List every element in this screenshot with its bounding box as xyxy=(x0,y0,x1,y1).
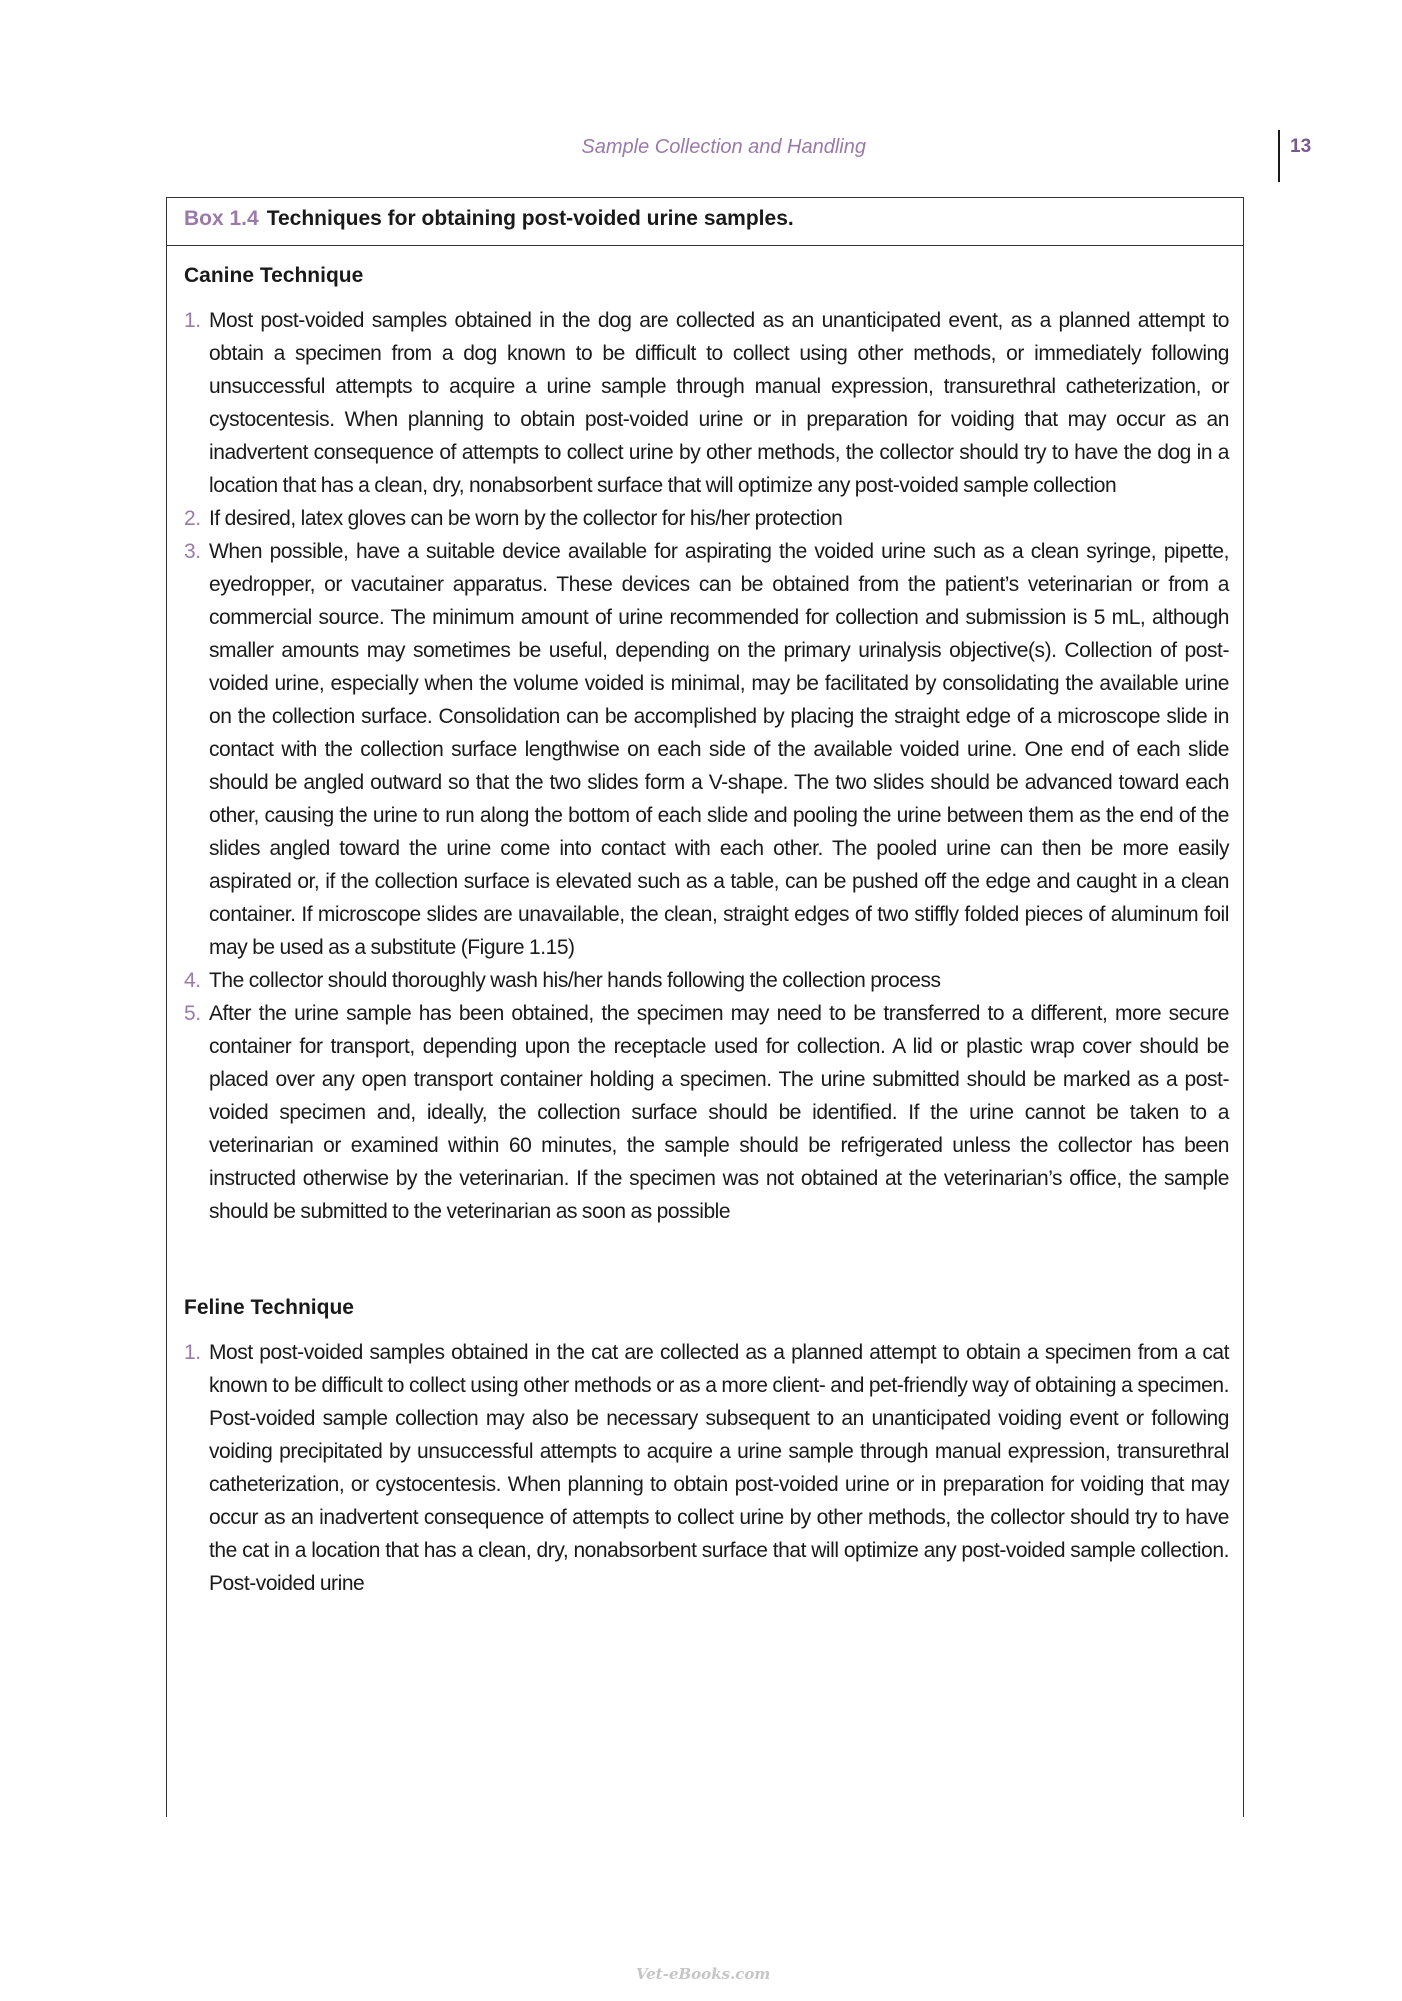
step-number: 2. xyxy=(184,507,201,530)
step-number: 4. xyxy=(184,969,201,992)
box-title: Techniques for obtaining post-voided urine samples. xyxy=(266,207,794,230)
step-text: Most post-voided samples obtained in the cat are collected as a planned attempt to obtain a specimen from a cat known to be difficult to collect using other methods or as a more client- and pet-friendly way of obtaining a specimen. Post-voided sample collection may also be necessary subsequent to an unanticipated voiding event or following voiding precipitated by unsuccessful attempts to acquire a urine sample through manual expression, transurethral catheterization, or cystocentesis. When planning to obtain post-voided urine or in preparation for voiding that may occur as an inadvertent consequence of attempts to collect urine by other methods, the collector should try to have the cat in a location that has a clean, dry, nonabsorbent surface that will optimize any post-voided sample collection. Post-voided urine xyxy=(209,1341,1229,1595)
running-head-title: Sample Collection and Handling xyxy=(581,136,866,158)
canine-step xyxy=(184,304,1229,502)
canine-step xyxy=(184,535,1229,964)
box-body xyxy=(167,262,1243,1600)
running-head-divider xyxy=(1278,130,1280,182)
feline-steps xyxy=(184,1336,1229,1600)
step-text: The collector should thoroughly wash his/her hands following the collection process xyxy=(209,969,941,992)
canine-heading: Canine Technique xyxy=(184,264,364,287)
feline-step xyxy=(184,1336,1229,1600)
box-label: Box 1.4 xyxy=(184,207,259,230)
feline-heading: Feline Technique xyxy=(184,1296,354,1319)
step-text: After the urine sample has been obtained, the specimen may need to be transferred to a different, more secure container for transport, depending upon the receptacle used for collection. A lid or plastic wrap cover should be placed over any open transport container holding a specimen. The urine submitted should be marked as a post-voided specimen and, ideally, the collection surface should be identified. If the urine cannot be taken to a veterinarian or examined within 60 minutes, the sample should be refrigerated unless the collector has been instructed otherwise by the veterinarian. If the specimen was not obtained at the veterinarian’s office, the sample should be submitted to the veterinarian as soon as possible xyxy=(209,1002,1229,1223)
step-number: 3. xyxy=(184,540,201,563)
step-text: When possible, have a suitable device available for aspirating the voided urine such as a clean syringe, pipette, eyedropper, or vacutainer apparatus. These devices can be obtained from the patient’s veterinarian or from a commercial source. The minimum amount of urine recommended for collection and submission is 5 mL, although smaller amounts may sometimes be useful, depending on the primary urinalysis objective(s). Collection of post-voided urine, especially when the volume voided is minimal, may be facilitated by consolidating the available urine on the collection surface. Consolidation can be accomplished by placing the straight edge of a microscope slide in contact with the collection surface lengthwise on each side of the available voided urine. One end of each slide should be angled outward so that the two slides form a V-shape. The two slides should be advanced toward each other, causing the urine to run along the bottom of each slide and pooling the urine between them as the end of the slides angled toward the urine come into contact with each other. The pooled urine can then be more easily aspirated or, if the collection surface is elevated such as a table, can be pushed off the edge and caught in a clean container. If microscope slides are unavailable, the clean, straight edges of two stiffly folded pieces of aluminum foil may be used as a substitute (Figure 1.15) xyxy=(209,540,1229,959)
step-number: 1. xyxy=(184,309,201,332)
box-1-4 xyxy=(166,197,1244,1817)
step-number: 5. xyxy=(184,1002,201,1025)
canine-steps xyxy=(184,304,1229,1228)
watermark-logo: Vet-eBooks.com xyxy=(636,1965,771,1983)
step-text: Most post-voided samples obtained in the dog are collected as an unanticipated event, as a planned attempt to obtain a specimen from a dog known to be difficult to collect using other methods, or immediately following unsuccessful attempts to acquire a urine sample through manual expression, transurethral catheterization, or cystocentesis. When planning to obtain post-voided urine or in preparation for voiding that may occur as an inadvertent consequence of attempts to collect urine by other methods, the collector should try to have the dog in a location that has a clean, dry, nonabsorbent surface that will optimize any post-voided sample collection xyxy=(209,309,1229,497)
step-number: 1. xyxy=(184,1341,201,1364)
canine-step xyxy=(184,502,1229,535)
canine-step xyxy=(184,997,1229,1228)
canine-step xyxy=(184,964,1229,997)
page-number: 13 xyxy=(1290,136,1312,157)
step-text: If desired, latex gloves can be worn by the collector for his/her protection xyxy=(209,507,843,530)
box-header xyxy=(167,198,1243,246)
